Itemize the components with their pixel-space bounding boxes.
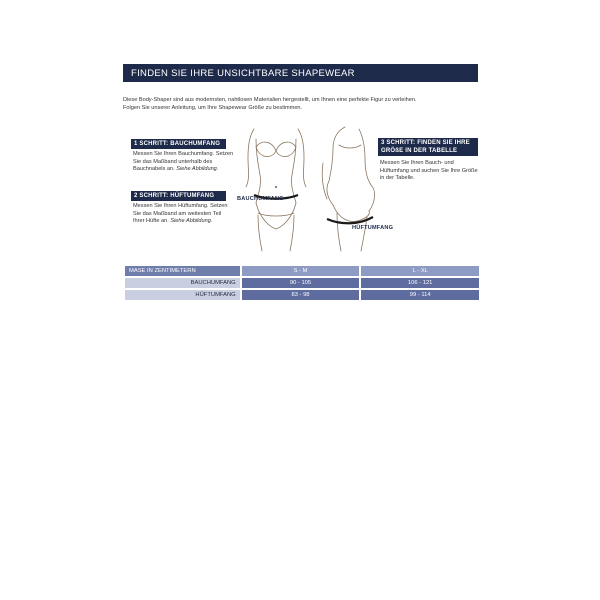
intro-line-2: Folgen Sie unserer Anleitung, um Ihre Shapewear Größe zu bestimmen. — [123, 105, 303, 111]
size-table — [123, 264, 481, 302]
table-row-label: HÜFTUMFANG — [125, 290, 240, 300]
step3-label-line-2: GRÖßE IN DER TABELLE — [381, 148, 458, 154]
waist-tag: BAUCHUMFANG — [237, 196, 284, 202]
step1-label: 1 SCHRITT: BAUCHUMFANG — [131, 139, 226, 149]
intro-line-1: Diese Body-Shaper sind aus modernsten, nahtlosen Materialien hergestellt, um Ihnen eine perfekte Figur zu verleihen. — [123, 97, 417, 103]
intro-text — [123, 96, 483, 112]
table-header-row — [125, 266, 479, 276]
table-row — [125, 278, 479, 288]
hip-tag: HÜFTUMFANG — [352, 225, 394, 231]
table-header-cell: MASE IN ZENTIMETERN — [125, 266, 240, 276]
table-row — [125, 290, 479, 300]
table-header-cell: S - M — [242, 266, 360, 276]
step3-text: Messen Sie Ihren Bauch- und Hüftumfang und suchen Sie Ihre Größe in der Tabelle. — [380, 160, 478, 181]
step3-label — [378, 138, 478, 156]
back-body-illustration — [315, 123, 385, 253]
table-cell: 99 - 114 — [361, 290, 479, 300]
table-cell: 90 - 105 — [242, 278, 360, 288]
front-body-illustration — [236, 123, 316, 253]
step2-label: 2 SCHRITT: HÜFTUMFANG — [131, 191, 226, 201]
table-header-cell: L - XL — [361, 266, 479, 276]
step2-note: Siehe Abbildung. — [170, 218, 213, 224]
step1-instructions: Messen Sie Ihren Bauchumfang. Setzen Sie das Maßband unterhalb des Bauchnabels an. — [133, 151, 234, 172]
table-row-label: BAUCHUMFANG — [125, 278, 240, 288]
step1-note: Siehe Abbildung. — [176, 166, 219, 172]
step3-label-line-1: 3 SCHRITT: FINDEN SIE IHRE — [381, 140, 470, 146]
step1-text — [133, 151, 238, 174]
table-cell: 106 - 121 — [361, 278, 479, 288]
step2-instructions: Messen Sie Ihren Hüftumfang. Setzen Sie das Maßband am weitesten Teil Ihrer Hüfte an. — [133, 203, 228, 224]
step2-text — [133, 203, 233, 226]
page-title: FINDEN SIE IHRE UNSICHTBARE SHAPEWEAR — [131, 67, 355, 79]
page-title-banner — [123, 64, 478, 82]
table-cell: 83 - 98 — [242, 290, 360, 300]
